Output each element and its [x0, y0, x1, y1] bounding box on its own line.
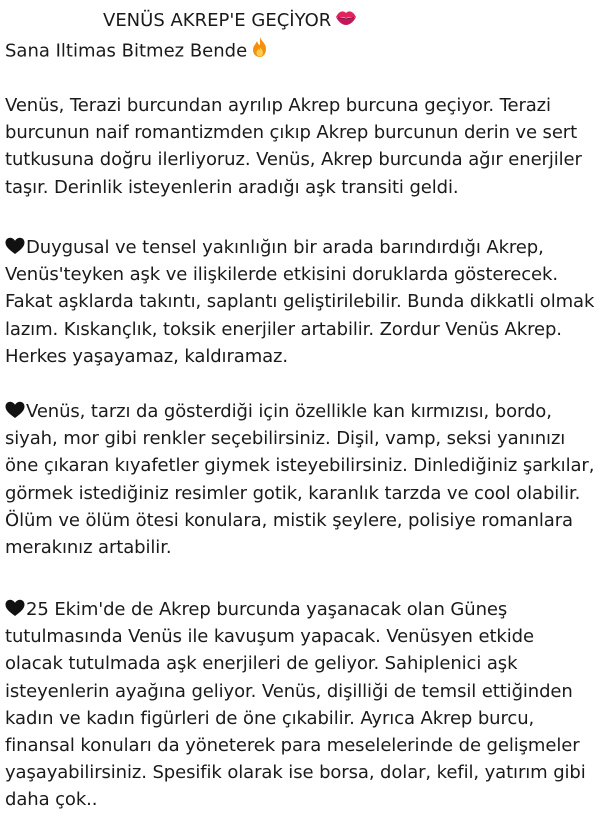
paragraph-eclipse [5, 596, 597, 814]
lips-kiss-mark-icon [335, 7, 357, 35]
paragraph-text: Duygusal ve tensel yakınlığın bir arada barındırdığı Akrep, Venüs'teyken aşk ve ilişkilerde etkisini doruklarda gösterecek. Fakat aşklarda takıntı, saplantı geliştirilebilir. Bunda dikkatli olmak lazım. Kıskançlık, toksik enerjiler artabilir. Zordur Venüs Akrep. Herkes yaşayamaz, kaldıramaz. [5, 237, 595, 367]
paragraph-intro [5, 92, 597, 201]
paragraph-emotional [5, 234, 597, 370]
paragraph-style [5, 398, 597, 561]
post-title [103, 7, 357, 35]
post-subtitle [5, 36, 269, 67]
paragraph-text: Venüs, Terazi burcundan ayrılıp Akrep burcuna geçiyor. Terazi burcunun naif romantizmden çıkıp Akrep burcunun derin ve sert tutkusuna doğru ilerliyoruz. Venüs, Akrep burcunda ağır enerjiler taşır. Derinlik isteyenlerin aradığı aşk transiti geldi. [5, 95, 582, 198]
fire-icon [251, 36, 269, 67]
black-heart-icon [5, 237, 25, 255]
black-heart-icon [5, 401, 25, 419]
paragraph-text: Venüs, tarzı da gösterdiği için özellikle kan kırmızısı, bordo, siyah, mor gibi renkler seçebilirsiniz. Dişil, vamp, seksi yanınızı öne çıkaran kıyafetler giymek isteyebilirsiniz. Dinlediğiniz şarkılar, görmek istediğiniz resimler gotik, karanlık tarzda ve cool olabilir. Ölüm ve ölüm ötesi konulara, mistik şeylere, polisiye romanlara merakınız artabilir. [5, 401, 595, 559]
black-heart-icon [5, 599, 25, 617]
post-subtitle-text: Sana Iltimas Bitmez Bende [5, 40, 248, 62]
paragraph-text: 25 Ekim'de de Akrep burcunda yaşanacak olan Güneş tutulmasında Venüs ile kavuşum yapacak. Venüsyen etkide olacak tutulmada aşk enerjileri de geliyor. Sahiplenici aşk isteyenlerin ayağına geliyor. Venüs, dişilliği de temsil ettiğinden kadın ve kadın figürleri de öne çıkabilir. Ayrıca Akrep burcu, finansal konuları da yöneterek para meselelerinde de gelişmeler yaşayabilirsiniz. Spesifik olarak ise borsa, dolar, kefil, yatırım gibi daha çok.. [5, 599, 586, 811]
post-title-text: VENÜS AKREP'E GEÇİYOR [103, 10, 332, 31]
